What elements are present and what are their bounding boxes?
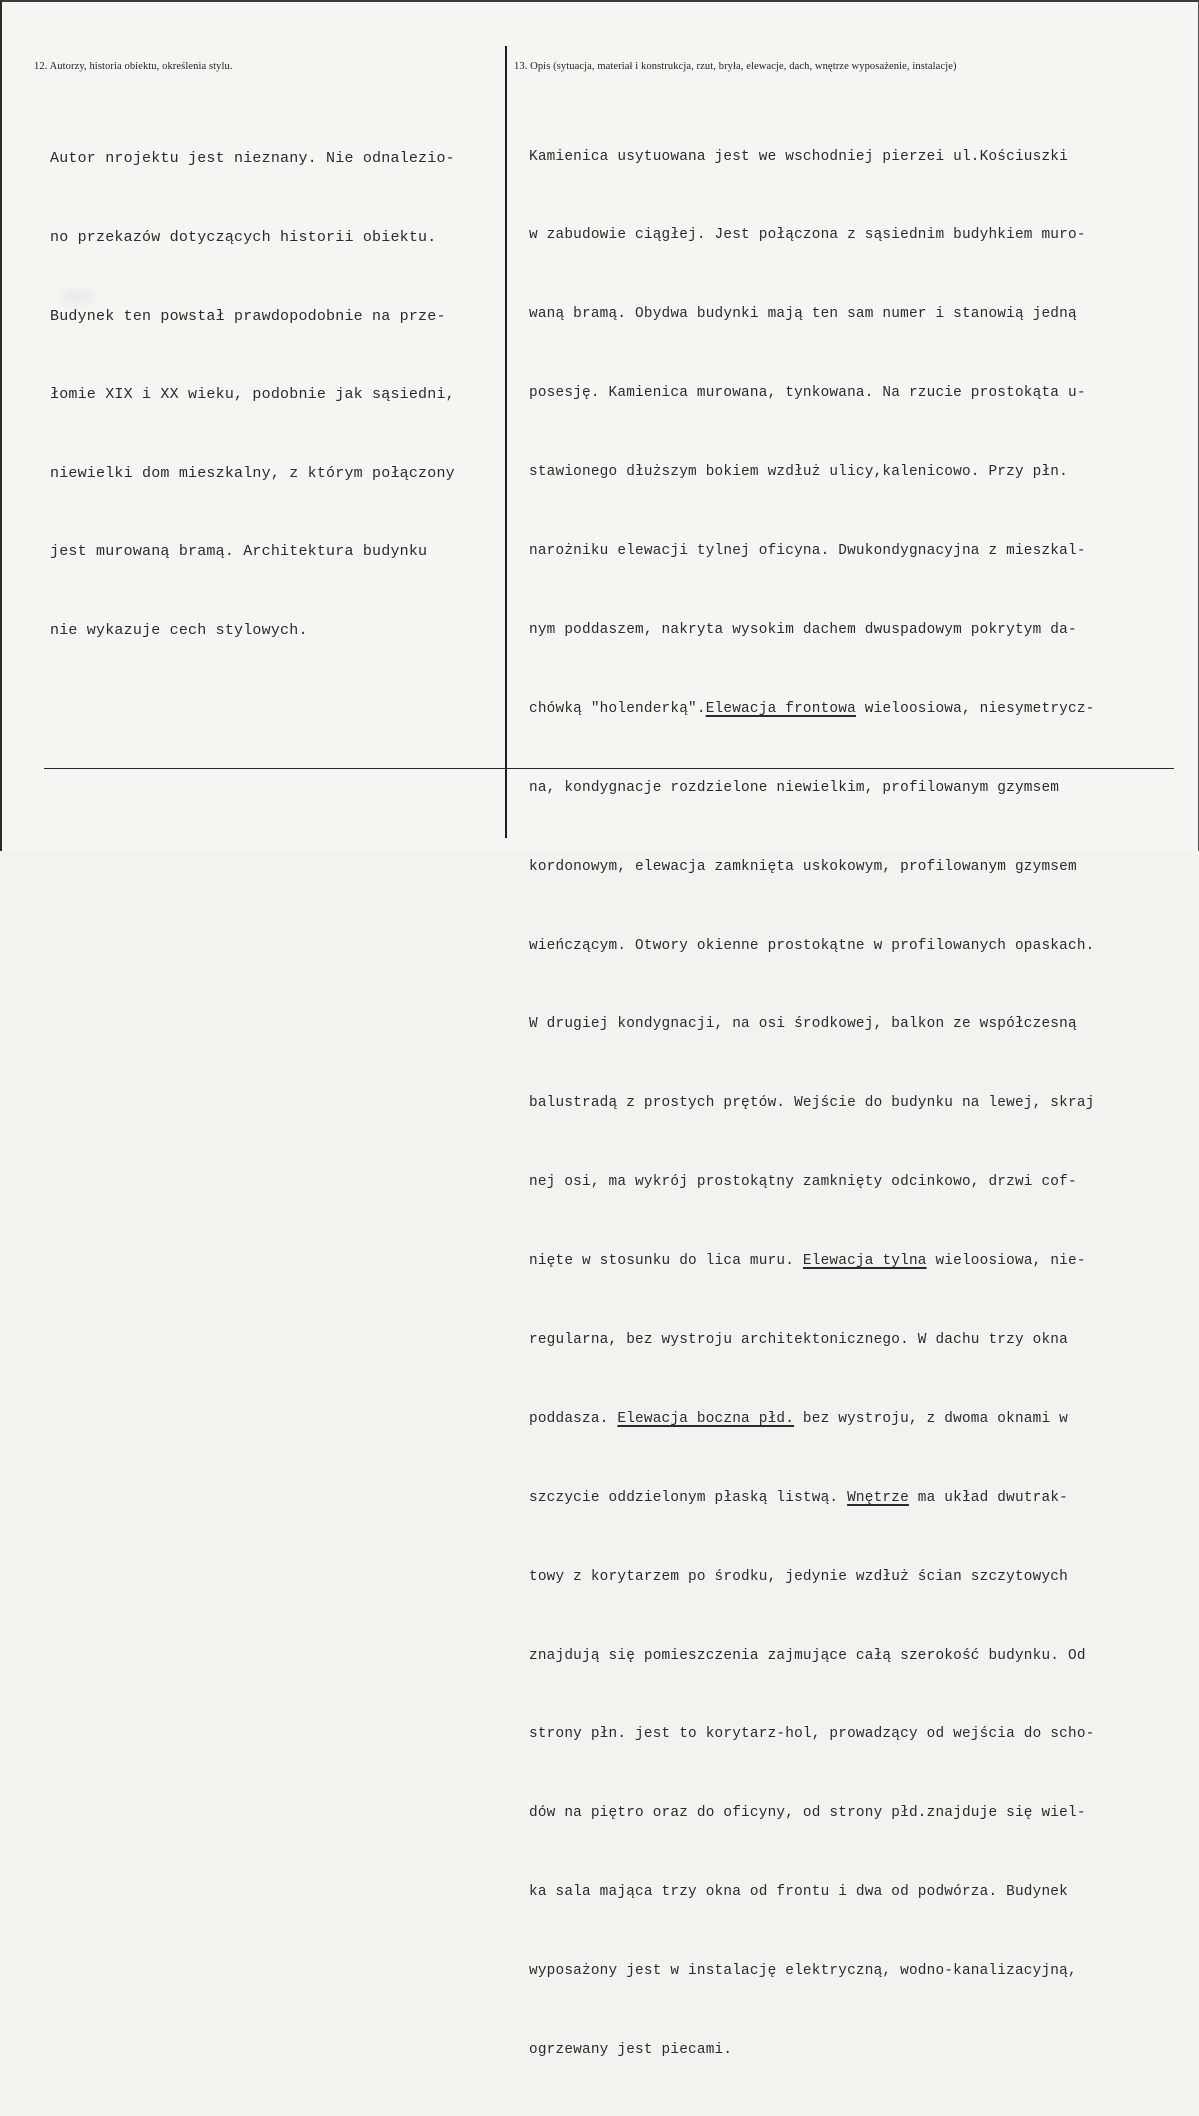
text-segment: bez wystroju, z dwoma oknami w xyxy=(794,1410,1068,1427)
column-divider xyxy=(505,46,507,838)
text-segment: nięte w stosunku do lica muru. xyxy=(529,1253,803,1270)
text-line: w zabudowie ciągłej. Jest połączona z sąsiednim budyhkiem muro- xyxy=(529,227,1086,244)
text-line: wyposażony jest w instalację elektryczną, wodno-kanalizacyjną, xyxy=(529,1963,1077,1980)
section-12-text xyxy=(50,94,455,697)
text-segment: wieloosiowa, nie- xyxy=(926,1253,1086,1270)
text-line: wieńczącym. Otwory okienne prostokątne w profilowanych opaskach. xyxy=(529,937,1095,954)
text-segment: szczycie oddzielonym płaską listwą. xyxy=(529,1489,848,1506)
text-line xyxy=(529,1485,1095,1511)
text-segment: ma układ dwutrak- xyxy=(908,1489,1068,1506)
text-line: łomie XIX i XX wieku, podobnie jak sąsiedni, xyxy=(50,386,455,404)
text-line: kordonowym, elewacja zamknięta uskokowym, profilowanym gzymsem xyxy=(529,858,1077,875)
text-segment: poddasza. xyxy=(529,1410,618,1427)
heading-elewacja-tylna: Elewacja tylna xyxy=(802,1253,927,1270)
text-line: W drugiej kondygnacji, na osi środkowej, balkon ze współczesną xyxy=(529,1016,1077,1033)
text-line: nej osi, ma wykrój prostokątny zamknięty odcinkowo, drzwi cof- xyxy=(529,1174,1077,1191)
text-line xyxy=(529,1248,1095,1274)
text-line xyxy=(529,696,1095,722)
text-line: towy z korytarzem po środku, jedynie wzdłuż ścian szczytowych xyxy=(529,1568,1068,1585)
text-line: ogrzewany jest piecami. xyxy=(529,2041,733,2058)
text-line: jest murowaną bramą. Architektura budynku xyxy=(50,543,428,561)
heading-wnetrze: Wnętrze xyxy=(847,1489,909,1506)
heading-elewacja-frontowa: Elewacja frontowa xyxy=(705,700,856,717)
text-line: na, kondygnacje rozdzielone niewielkim, profilowanym gzymsem xyxy=(529,779,1060,796)
text-line: nie wykazuje cech stylowych. xyxy=(50,622,308,640)
section-13-text xyxy=(529,91,1095,2116)
text-line: regularna, bez wystroju architektonicznego. W dachu trzy okna xyxy=(529,1331,1068,1348)
section-13-header: 13. Opis (sytuacja, materiał i konstrukcja, rzut, bryła, elewacje, dach, wnętrze wyposażenie, instalacje) xyxy=(514,61,957,72)
text-line: narożniku elewacji tylnej oficyna. Dwukondygnacyjna z mieszkal- xyxy=(529,543,1086,560)
text-line: niewielki dom mieszkalny, z którym połączony xyxy=(50,464,455,482)
text-line: znajdują się pomieszczenia zajmujące całą szerokość budynku. Od xyxy=(529,1647,1086,1664)
text-line: Autor nrojektu jest nieznany. Nie odnalezio- xyxy=(50,150,455,168)
text-segment: wieloosiowa, niesymetrycz- xyxy=(855,700,1095,717)
text-line: Budynek ten powstał prawdopodobnie na prze- xyxy=(50,307,446,325)
text-line: strony płn. jest to korytarz-hol, prowadzący od wejścia do scho- xyxy=(529,1726,1095,1743)
text-line: waną bramą. Obydwa budynki mają ten sam numer i stanowią jedną xyxy=(529,306,1077,323)
text-line: no przekazów dotyczących historii obiektu. xyxy=(50,229,437,247)
section-12-header: 12. Autorzy, historia obiektu, określenia stylu. xyxy=(34,61,233,72)
text-line: posesję. Kamienica murowana, tynkowana. Na rzucie prostokąta u- xyxy=(529,385,1086,402)
text-line: stawionego dłuższym bokiem wzdłuż ulicy,kalenicowo. Przy płn. xyxy=(529,464,1068,481)
text-line: Kamienica usytuowana jest we wschodniej pierzei ul.Kościuszki xyxy=(529,148,1068,165)
text-line: nym poddaszem, nakryta wysokim dachem dwuspadowym pokrytym da- xyxy=(529,621,1077,638)
text-segment: chówką "holenderką". xyxy=(529,700,706,717)
heading-elewacja-boczna: Elewacja boczna płd. xyxy=(617,1410,795,1427)
text-line: dów na piętro oraz do oficyny, od strony płd.znajduje się wiel- xyxy=(529,1805,1086,1822)
text-line: ka sala mająca trzy okna od frontu i dwa od podwórza. Budynek xyxy=(529,1884,1068,1901)
text-line xyxy=(529,1406,1095,1432)
text-line: balustradą z prostych prętów. Wejście do budynku na lewej, skraj xyxy=(529,1095,1095,1112)
